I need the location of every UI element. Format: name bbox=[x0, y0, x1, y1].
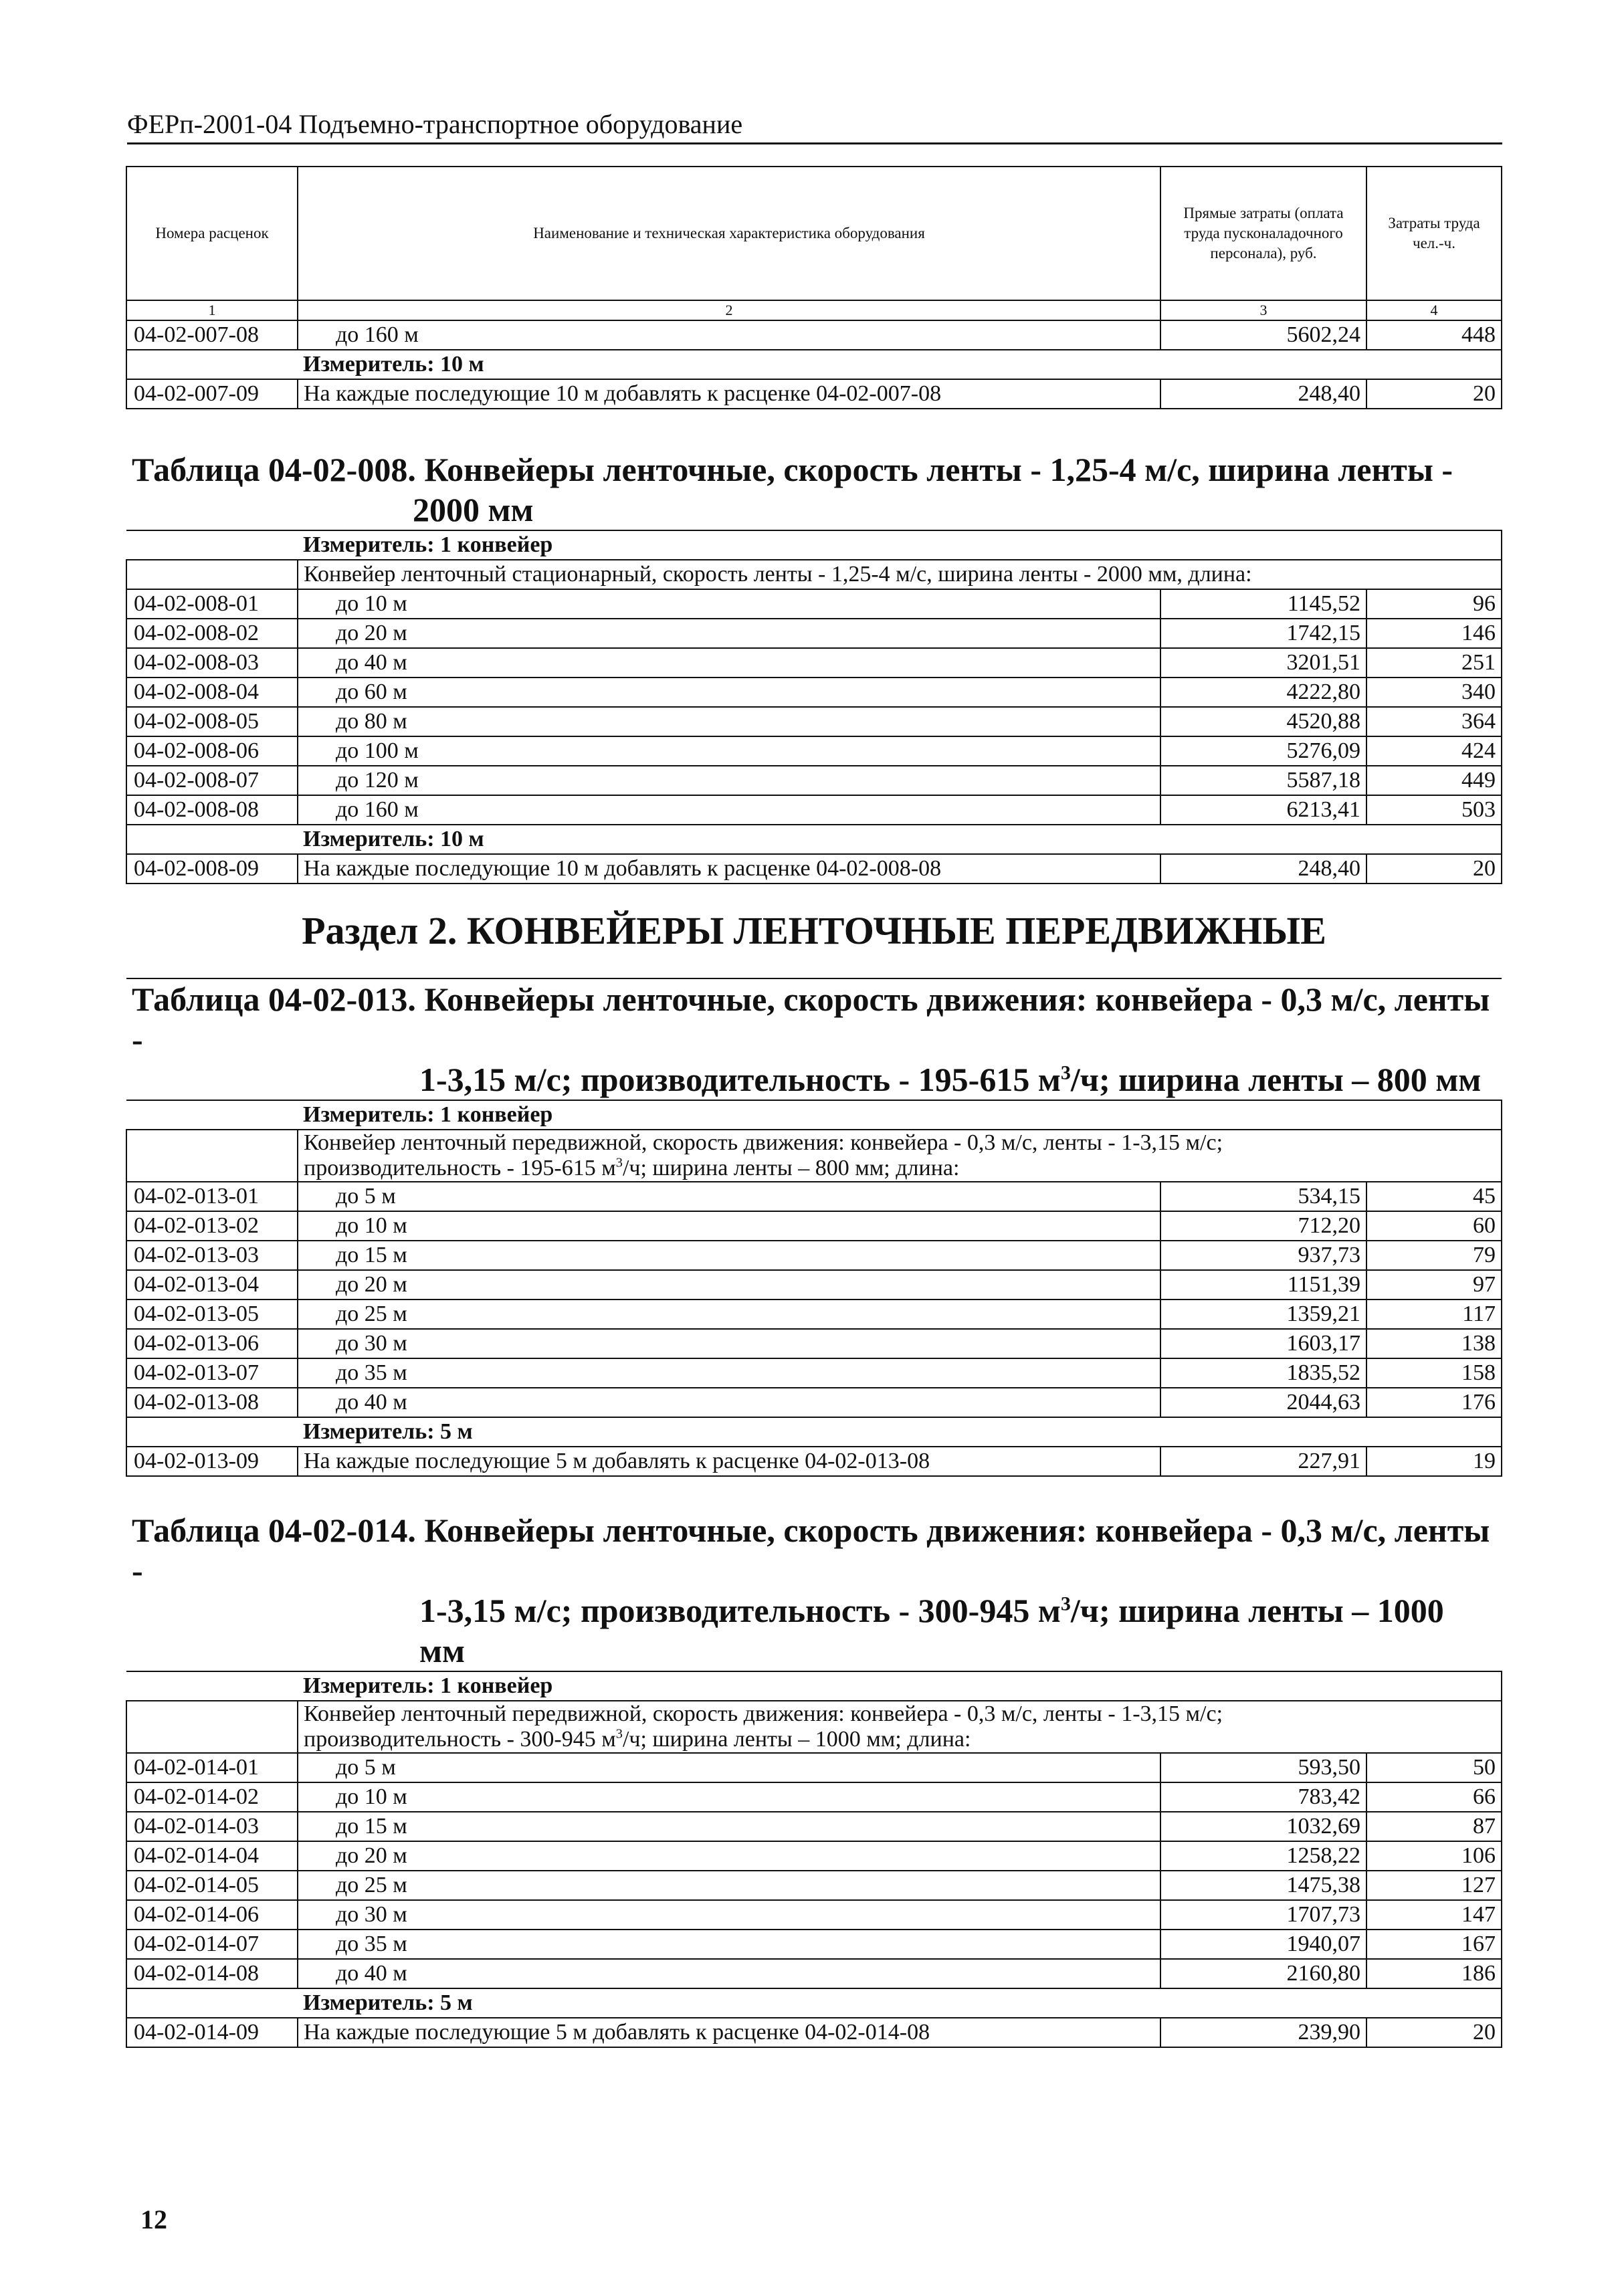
rate-labor: 19 bbox=[1366, 1447, 1502, 1476]
rate-code: 04-02-008-01 bbox=[126, 589, 298, 619]
table-title: Таблица 04-02-008. Конвейеры ленточные, скорость ленты - 1,25-4 м/с, ширина ленты - bbox=[132, 451, 1453, 488]
rate-name: На каждые последующие 5 м добавлять к расценке 04-02-014-08 bbox=[298, 2018, 1160, 2047]
rate-code: 04-02-014-04 bbox=[126, 1841, 298, 1871]
rate-code: 04-02-013-04 bbox=[126, 1270, 298, 1300]
rate-name: до 25 м bbox=[298, 1300, 1160, 1329]
rate-cost: 1940,07 bbox=[1160, 1930, 1366, 1959]
description-row bbox=[126, 560, 1502, 589]
rate-cost: 248,40 bbox=[1160, 379, 1366, 409]
rate-labor: 96 bbox=[1366, 589, 1502, 619]
rate-name: до 25 м bbox=[298, 1871, 1160, 1900]
rate-cost: 1475,38 bbox=[1160, 1871, 1366, 1900]
section-heading-row bbox=[126, 884, 1502, 978]
rate-name: до 120 м bbox=[298, 766, 1160, 795]
rate-cost: 937,73 bbox=[1160, 1241, 1366, 1270]
rate-name: до 10 м bbox=[298, 1211, 1160, 1241]
col-header-code: Номера расценок bbox=[126, 167, 298, 300]
column-number-row bbox=[126, 300, 1502, 320]
rate-labor: 50 bbox=[1366, 1753, 1502, 1782]
measure-label: Измеритель: 1 конвейер bbox=[298, 530, 1502, 560]
measure-row bbox=[126, 530, 1502, 560]
rate-labor: 176 bbox=[1366, 1388, 1502, 1417]
rate-cost: 2160,80 bbox=[1160, 1959, 1366, 1988]
rate-labor: 60 bbox=[1366, 1211, 1502, 1241]
rate-code: 04-02-008-04 bbox=[126, 678, 298, 707]
rate-code: 04-02-013-01 bbox=[126, 1182, 298, 1211]
measure-row bbox=[126, 1671, 1502, 1701]
measure-row bbox=[126, 1417, 1502, 1447]
col-number: 2 bbox=[298, 300, 1160, 320]
table-row bbox=[126, 619, 1502, 648]
rate-cost: 1707,73 bbox=[1160, 1900, 1366, 1930]
rate-name: до 5 м bbox=[298, 1753, 1160, 1782]
rate-labor: 503 bbox=[1366, 795, 1502, 825]
rate-cost: 1835,52 bbox=[1160, 1358, 1366, 1388]
rate-cost: 1151,39 bbox=[1160, 1270, 1366, 1300]
rate-code: 04-02-008-06 bbox=[126, 736, 298, 766]
rate-labor: 340 bbox=[1366, 678, 1502, 707]
table-title: Таблица 04-02-013. Конвейеры ленточные, скорость движения: конвейера - 0,3 м/с, ленты - bbox=[132, 980, 1490, 1058]
rate-name: до 20 м bbox=[298, 1270, 1160, 1300]
col-number: 1 bbox=[126, 300, 298, 320]
rate-name: до 30 м bbox=[298, 1329, 1160, 1358]
rate-code: 04-02-008-09 bbox=[126, 854, 298, 884]
table-row bbox=[126, 320, 1502, 350]
rate-cost: 712,20 bbox=[1160, 1211, 1366, 1241]
column-header-row bbox=[126, 167, 1502, 300]
rate-cost: 5602,24 bbox=[1160, 320, 1366, 350]
measure-row bbox=[126, 1100, 1502, 1130]
table-row bbox=[126, 1753, 1502, 1782]
rate-name: до 20 м bbox=[298, 619, 1160, 648]
rate-cost: 4222,80 bbox=[1160, 678, 1366, 707]
col-number: 4 bbox=[1366, 300, 1502, 320]
rate-code: 04-02-008-08 bbox=[126, 795, 298, 825]
table-row bbox=[126, 1329, 1502, 1358]
rate-code: 04-02-007-08 bbox=[126, 320, 298, 350]
table-row bbox=[126, 648, 1502, 678]
table-row bbox=[126, 707, 1502, 736]
table-row bbox=[126, 1782, 1502, 1812]
rate-name: до 60 м bbox=[298, 678, 1160, 707]
table-row bbox=[126, 1900, 1502, 1930]
rate-code: 04-02-008-02 bbox=[126, 619, 298, 648]
rate-cost: 2044,63 bbox=[1160, 1388, 1366, 1417]
rate-code: 04-02-014-03 bbox=[126, 1812, 298, 1841]
table-row bbox=[126, 589, 1502, 619]
rate-labor: 117 bbox=[1366, 1300, 1502, 1329]
table-title-cont: 2000 мм bbox=[413, 491, 534, 528]
measure-label: Измеритель: 1 конвейер bbox=[298, 1100, 1502, 1130]
measure-label: Измеритель: 5 м bbox=[298, 1988, 1502, 2018]
rate-labor: 20 bbox=[1366, 854, 1502, 884]
description-text: Конвейер ленточный стационарный, скорость ленты - 1,25-4 м/с, ширина ленты - 2000 мм, длина: bbox=[298, 560, 1502, 589]
rate-cost: 5276,09 bbox=[1160, 736, 1366, 766]
measure-row bbox=[126, 1988, 1502, 2018]
rate-name: до 30 м bbox=[298, 1900, 1160, 1930]
rate-cost: 248,40 bbox=[1160, 854, 1366, 884]
page-number: 12 bbox=[140, 2204, 167, 2235]
rate-name: до 40 м bbox=[298, 1388, 1160, 1417]
rate-name: На каждые последующие 10 м добавлять к расценке 04-02-008-08 bbox=[298, 854, 1160, 884]
table-row bbox=[126, 795, 1502, 825]
rate-code: 04-02-014-01 bbox=[126, 1753, 298, 1782]
table-title-cont: 1-3,15 м/с; производительность - 300-945 $м^3/ч$; ширина ленты – 1000 мм bbox=[419, 1592, 1444, 1669]
rate-name: до 100 м bbox=[298, 736, 1160, 766]
rate-cost: 1359,21 bbox=[1160, 1300, 1366, 1329]
rate-labor: 449 bbox=[1366, 766, 1502, 795]
rate-cost: 783,42 bbox=[1160, 1782, 1366, 1812]
rate-cost: 3201,51 bbox=[1160, 648, 1366, 678]
rate-labor: 79 bbox=[1366, 1241, 1502, 1270]
rate-labor: 66 bbox=[1366, 1782, 1502, 1812]
rate-cost: 239,90 bbox=[1160, 2018, 1366, 2047]
measure-label: Измеритель: 10 м bbox=[298, 825, 1502, 854]
rate-labor: 106 bbox=[1366, 1841, 1502, 1871]
rate-code: 04-02-013-02 bbox=[126, 1211, 298, 1241]
rate-code: 04-02-008-03 bbox=[126, 648, 298, 678]
description-row bbox=[126, 1130, 1502, 1182]
table-title-row bbox=[126, 1476, 1502, 1671]
rate-name: до 20 м bbox=[298, 1841, 1160, 1871]
rate-code: 04-02-013-07 bbox=[126, 1358, 298, 1388]
measure-label: Измеритель: 1 конвейер bbox=[298, 1671, 1502, 1701]
rate-cost: 6213,41 bbox=[1160, 795, 1366, 825]
rate-code: 04-02-014-05 bbox=[126, 1871, 298, 1900]
table-row bbox=[126, 1300, 1502, 1329]
rate-cost: 5587,18 bbox=[1160, 766, 1366, 795]
rate-name: до 15 м bbox=[298, 1241, 1160, 1270]
rate-code: 04-02-013-03 bbox=[126, 1241, 298, 1270]
rate-cost: 1742,15 bbox=[1160, 619, 1366, 648]
table-row bbox=[126, 1871, 1502, 1900]
rate-code: 04-02-014-07 bbox=[126, 1930, 298, 1959]
rate-name: до 80 м bbox=[298, 707, 1160, 736]
rate-cost: 4520,88 bbox=[1160, 707, 1366, 736]
rate-code: 04-02-008-05 bbox=[126, 707, 298, 736]
rate-code: 04-02-014-02 bbox=[126, 1782, 298, 1812]
table-row bbox=[126, 1447, 1502, 1476]
measure-label: Измеритель: 5 м bbox=[298, 1417, 1502, 1447]
rate-labor: 158 bbox=[1366, 1358, 1502, 1388]
rate-name: до 35 м bbox=[298, 1358, 1160, 1388]
rate-code: 04-02-008-07 bbox=[126, 766, 298, 795]
rate-cost: 227,91 bbox=[1160, 1447, 1366, 1476]
table-row bbox=[126, 1930, 1502, 1959]
rate-name: На каждые последующие 10 м добавлять к расценке 04-02-007-08 bbox=[298, 379, 1160, 409]
table-row bbox=[126, 678, 1502, 707]
rate-cost: 593,50 bbox=[1160, 1753, 1366, 1782]
table-row bbox=[126, 1241, 1502, 1270]
col-header-name: Наименование и техническая характеристика оборудования bbox=[298, 167, 1160, 300]
measure-row bbox=[126, 825, 1502, 854]
rate-labor: 20 bbox=[1366, 379, 1502, 409]
rate-name: до 40 м bbox=[298, 648, 1160, 678]
rate-cost: 1258,22 bbox=[1160, 1841, 1366, 1871]
rate-labor: 138 bbox=[1366, 1329, 1502, 1358]
table-title: Таблица 04-02-014. Конвейеры ленточные, скорость движения: конвейера - 0,3 м/с, ленты - bbox=[132, 1512, 1490, 1589]
measure-row bbox=[126, 350, 1502, 379]
rate-code: 04-02-014-08 bbox=[126, 1959, 298, 1988]
rate-labor: 448 bbox=[1366, 320, 1502, 350]
table-row bbox=[126, 1959, 1502, 1988]
rate-labor: 127 bbox=[1366, 1871, 1502, 1900]
rate-cost: 1603,17 bbox=[1160, 1329, 1366, 1358]
rate-code: 04-02-013-09 bbox=[126, 1447, 298, 1476]
rate-name: до 15 м bbox=[298, 1812, 1160, 1841]
col-header-cost: Прямые затраты (оплата труда пусконаладочного персонала), руб. bbox=[1160, 167, 1366, 300]
rate-labor: 87 bbox=[1366, 1812, 1502, 1841]
rate-name: до 10 м bbox=[298, 1782, 1160, 1812]
rate-name: до 5 м bbox=[298, 1182, 1160, 1211]
table-row bbox=[126, 1841, 1502, 1871]
table-row bbox=[126, 854, 1502, 884]
rate-labor: 147 bbox=[1366, 1900, 1502, 1930]
section-heading: Раздел 2. КОНВЕЙЕРЫ ЛЕНТОЧНЫЕ ПЕРЕДВИЖНЫЕ bbox=[126, 884, 1502, 978]
description-text: Конвейер ленточный передвижной, скорость движения: конвейера - 0,3 м/с, ленты - 1-3,15 м/с; производительность - 195-615 $м^3/ч$; ширина ленты – 800 мм; длина: bbox=[298, 1130, 1502, 1182]
description-row bbox=[126, 1701, 1502, 1753]
col-header-labor: Затраты труда чел.-ч. bbox=[1366, 167, 1502, 300]
rate-name: до 160 м bbox=[298, 320, 1160, 350]
table-row bbox=[126, 1270, 1502, 1300]
rate-labor: 424 bbox=[1366, 736, 1502, 766]
rate-labor: 364 bbox=[1366, 707, 1502, 736]
rate-name: до 40 м bbox=[298, 1959, 1160, 1988]
table-title-cont: 1-3,15 м/с; производительность - 195-615 $м^3/ч$; ширина ленты – 800 мм bbox=[419, 1061, 1482, 1098]
rate-name: На каждые последующие 5 м добавлять к расценке 04-02-013-08 bbox=[298, 1447, 1160, 1476]
description-text: Конвейер ленточный передвижной, скорость движения: конвейера - 0,3 м/с, ленты - 1-3,15 м/с; производительность - 300-945 $м^3/ч$; ширина ленты – 1000 мм; длина: bbox=[298, 1701, 1502, 1753]
rate-labor: 97 bbox=[1366, 1270, 1502, 1300]
table-row bbox=[126, 766, 1502, 795]
table-title-row bbox=[126, 409, 1502, 530]
table-title-row bbox=[126, 978, 1502, 1100]
rate-name: до 35 м bbox=[298, 1930, 1160, 1959]
table-row bbox=[126, 1358, 1502, 1388]
table-row bbox=[126, 736, 1502, 766]
rate-labor: 20 bbox=[1366, 2018, 1502, 2047]
rate-labor: 146 bbox=[1366, 619, 1502, 648]
rate-code: 04-02-013-05 bbox=[126, 1300, 298, 1329]
rate-code: 04-02-013-08 bbox=[126, 1388, 298, 1417]
running-header: ФЕРп-2001-04 Подъемно-транспортное оборудование bbox=[127, 108, 1502, 144]
table-row bbox=[126, 1812, 1502, 1841]
rate-labor: 45 bbox=[1366, 1182, 1502, 1211]
col-number: 3 bbox=[1160, 300, 1366, 320]
rate-code: 04-02-014-09 bbox=[126, 2018, 298, 2047]
rate-cost: 1145,52 bbox=[1160, 589, 1366, 619]
rate-code: 04-02-014-06 bbox=[126, 1900, 298, 1930]
rate-code: 04-02-013-06 bbox=[126, 1329, 298, 1358]
rate-code: 04-02-007-09 bbox=[126, 379, 298, 409]
rate-name: до 160 м bbox=[298, 795, 1160, 825]
table-row bbox=[126, 1211, 1502, 1241]
price-table bbox=[126, 166, 1502, 2048]
table-row bbox=[126, 1388, 1502, 1417]
table-row bbox=[126, 1182, 1502, 1211]
rate-labor: 251 bbox=[1366, 648, 1502, 678]
table-row bbox=[126, 2018, 1502, 2047]
table-row bbox=[126, 379, 1502, 409]
rate-labor: 167 bbox=[1366, 1930, 1502, 1959]
rate-name: до 10 м bbox=[298, 589, 1160, 619]
rate-cost: 1032,69 bbox=[1160, 1812, 1366, 1841]
rate-cost: 534,15 bbox=[1160, 1182, 1366, 1211]
rate-labor: 186 bbox=[1366, 1959, 1502, 1988]
measure-label: Измеритель: 10 м bbox=[298, 350, 1502, 379]
